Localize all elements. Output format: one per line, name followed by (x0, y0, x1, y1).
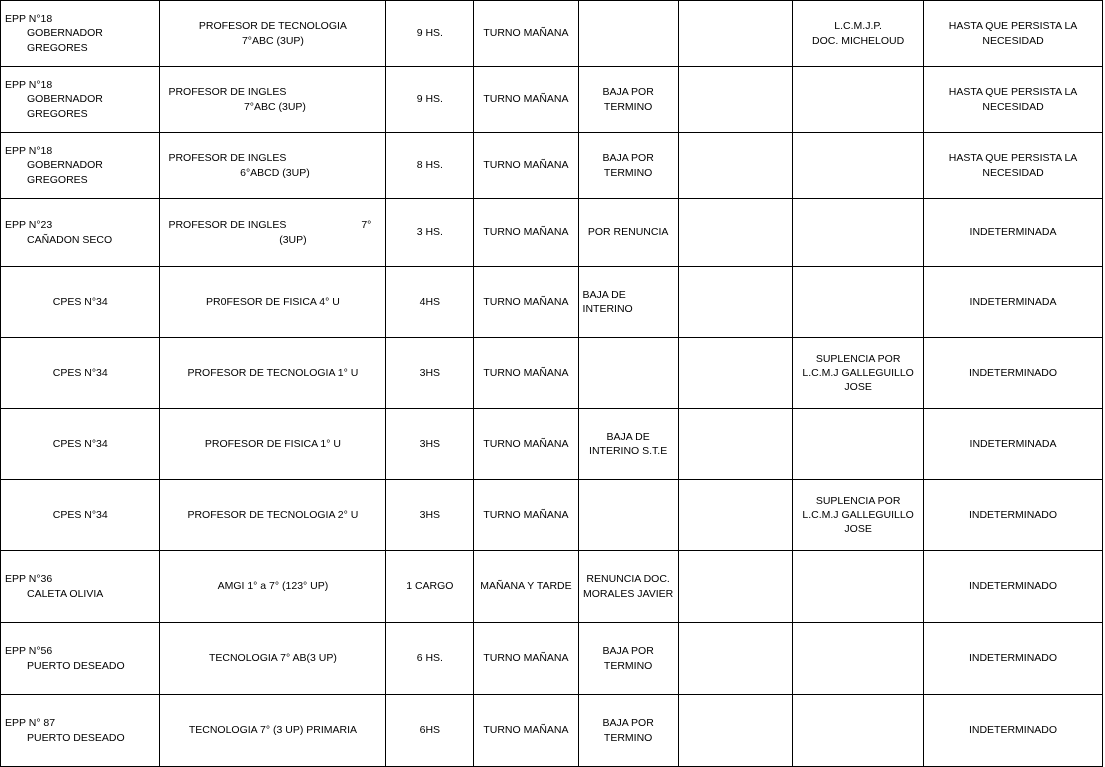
cell-position (160, 338, 386, 409)
cell-duration: INDETERMINADO (924, 695, 1103, 767)
cell-shift: MAÑANA Y TARDE (474, 551, 578, 623)
cell-school (1, 338, 160, 409)
cell-empty (678, 623, 792, 695)
school-location: CAÑADON SECO (27, 233, 113, 246)
cell-position (160, 67, 386, 133)
table-row (1, 267, 1103, 338)
position-title: PR0FESOR DE FISICA 4° U (206, 295, 340, 308)
cell-note (793, 199, 924, 267)
cell-duration: HASTA QUE PERSISTA LA NECESIDAD (924, 67, 1103, 133)
position-title: PROFESOR DE TECNOLOGIA 2° U (187, 508, 359, 521)
cell-shift: TURNO MAÑANA (474, 338, 578, 409)
table-row (1, 1, 1103, 67)
cell-note (793, 623, 924, 695)
position-detail: 7°ABC (3UP) (243, 100, 306, 113)
table-row (1, 695, 1103, 767)
school-name: CPES N°34 (52, 437, 108, 450)
cell-reason: BAJA DE INTERINO (578, 267, 678, 338)
cell-position (160, 133, 386, 199)
table-row (1, 67, 1103, 133)
cell-school (1, 1, 160, 67)
table-row (1, 551, 1103, 623)
cell-position (160, 199, 386, 267)
position-title: TECNOLOGIA 7° AB(3 UP) (208, 652, 337, 665)
cell-note (793, 409, 924, 480)
cell-hours: 3HS (386, 338, 474, 409)
cell-empty (678, 199, 792, 267)
position-title: PROFESOR DE INGLES (168, 219, 287, 232)
cell-note (793, 338, 924, 409)
table-row (1, 338, 1103, 409)
cell-hours: 3 HS. (386, 199, 474, 267)
cell-duration: INDETERMINADO (924, 551, 1103, 623)
cell-shift: TURNO MAÑANA (474, 623, 578, 695)
cell-shift: TURNO MAÑANA (474, 67, 578, 133)
cell-position (160, 267, 386, 338)
cell-school (1, 623, 160, 695)
cell-reason (578, 480, 678, 551)
position-detail: 6°ABCD (3UP) (240, 166, 310, 179)
cell-empty (678, 338, 792, 409)
cell-shift: TURNO MAÑANA (474, 1, 578, 67)
position-title: PROFESOR DE INGLES (168, 152, 287, 165)
cell-duration: HASTA QUE PERSISTA LA NECESIDAD (924, 133, 1103, 199)
cell-position (160, 551, 386, 623)
cell-empty (678, 67, 792, 133)
cell-reason: BAJA POR TERMINO (578, 133, 678, 199)
cell-note (793, 695, 924, 767)
position-title: AMGI 1° a 7° (123° UP) (217, 580, 329, 593)
cell-hours: 6HS (386, 695, 474, 767)
cell-shift: TURNO MAÑANA (474, 695, 578, 767)
table-row (1, 199, 1103, 267)
school-name: EPP N°56 (5, 645, 53, 658)
cell-shift: TURNO MAÑANA (474, 267, 578, 338)
cell-hours: 1 CARGO (386, 551, 474, 623)
cell-position (160, 480, 386, 551)
cell-position (160, 623, 386, 695)
table-row (1, 623, 1103, 695)
cell-note (793, 267, 924, 338)
position-title: PROFESOR DE TECNOLOGIA (198, 20, 347, 33)
cell-duration: INDETERMINADA (924, 409, 1103, 480)
cell-reason: BAJA POR TERMINO (578, 623, 678, 695)
position-title: PROFESOR DE INGLES (168, 86, 287, 99)
cell-note (793, 67, 924, 133)
cell-note (793, 480, 924, 551)
cell-duration: INDETERMINADA (924, 267, 1103, 338)
cell-reason: BAJA POR TERMINO (578, 695, 678, 767)
cell-school (1, 133, 160, 199)
position-detail: (3UP) (279, 233, 307, 246)
cell-duration: INDETERMINADO (924, 338, 1103, 409)
note-line: SUPLENCIA POR L.C.M.J GALLEGUILLO JOSE (802, 494, 914, 536)
cell-school (1, 409, 160, 480)
cell-empty (678, 551, 792, 623)
cell-shift: TURNO MAÑANA (474, 199, 578, 267)
cell-duration: HASTA QUE PERSISTA LA NECESIDAD (924, 1, 1103, 67)
cell-shift: TURNO MAÑANA (474, 480, 578, 551)
position-title: TECNOLOGIA 7° (3 UP) PRIMARIA (188, 724, 357, 737)
vacancy-table-body (1, 1, 1103, 767)
school-location: PUERTO DESEADO (27, 659, 125, 672)
position-detail: 7°ABC (3UP) (241, 34, 304, 47)
cell-reason: BAJA DE INTERINO S.T.E (578, 409, 678, 480)
cell-reason (578, 1, 678, 67)
school-name: EPP N°23 (5, 219, 53, 232)
cell-reason: BAJA POR TERMINO (578, 67, 678, 133)
cell-hours: 6 HS. (386, 623, 474, 695)
school-location: GOBERNADOR GREGORES (27, 27, 103, 54)
school-location: PUERTO DESEADO (27, 731, 125, 744)
cell-hours: 3HS (386, 409, 474, 480)
school-name: EPP N°18 (5, 13, 53, 26)
table-row (1, 409, 1103, 480)
cell-duration: INDETERMINADO (924, 480, 1103, 551)
table-row (1, 480, 1103, 551)
cell-hours: 8 HS. (386, 133, 474, 199)
table-row (1, 133, 1103, 199)
note-line: L.C.M.J.P. (834, 20, 882, 33)
cell-empty (678, 409, 792, 480)
position-title: PROFESOR DE TECNOLOGIA 1° U (187, 366, 359, 379)
cell-position (160, 1, 386, 67)
cell-school (1, 695, 160, 767)
cell-note (793, 133, 924, 199)
cell-empty (678, 1, 792, 67)
cell-duration: INDETERMINADA (924, 199, 1103, 267)
school-location: GOBERNADOR GREGORES (27, 93, 103, 120)
position-title: PROFESOR DE FISICA 1° U (204, 437, 341, 450)
cell-reason (578, 338, 678, 409)
cell-position (160, 695, 386, 767)
cell-hours: 9 HS. (386, 67, 474, 133)
cell-school (1, 199, 160, 267)
school-name: CPES N°34 (52, 508, 108, 521)
cell-hours: 4HS (386, 267, 474, 338)
cell-empty (678, 695, 792, 767)
cell-position (160, 409, 386, 480)
cell-empty (678, 267, 792, 338)
cell-hours: 9 HS. (386, 1, 474, 67)
school-name: CPES N°34 (52, 295, 108, 308)
school-name: EPP N° 87 (5, 717, 56, 730)
cell-duration: INDETERMINADO (924, 623, 1103, 695)
cell-empty (678, 133, 792, 199)
cell-school (1, 67, 160, 133)
school-location: GOBERNADOR GREGORES (27, 159, 103, 186)
cell-shift: TURNO MAÑANA (474, 133, 578, 199)
cell-note (793, 1, 924, 67)
school-location: CALETA OLIVIA (27, 587, 104, 600)
school-name: EPP N°18 (5, 145, 53, 158)
cell-school (1, 480, 160, 551)
cell-note (793, 551, 924, 623)
cell-hours: 3HS (386, 480, 474, 551)
cell-school (1, 551, 160, 623)
note-line: DOC. MICHELOUD (812, 34, 905, 47)
school-name: CPES N°34 (52, 366, 108, 379)
school-name: EPP N°36 (5, 573, 53, 586)
cell-shift: TURNO MAÑANA (474, 409, 578, 480)
cell-school (1, 267, 160, 338)
cell-reason: POR RENUNCIA (578, 199, 678, 267)
school-name: EPP N°18 (5, 79, 53, 92)
position-grade: 7° (361, 219, 372, 232)
cell-reason: RENUNCIA DOC. MORALES JAVIER (578, 551, 678, 623)
cell-empty (678, 480, 792, 551)
note-line: SUPLENCIA POR L.C.M.J GALLEGUILLO JOSE (802, 352, 914, 394)
